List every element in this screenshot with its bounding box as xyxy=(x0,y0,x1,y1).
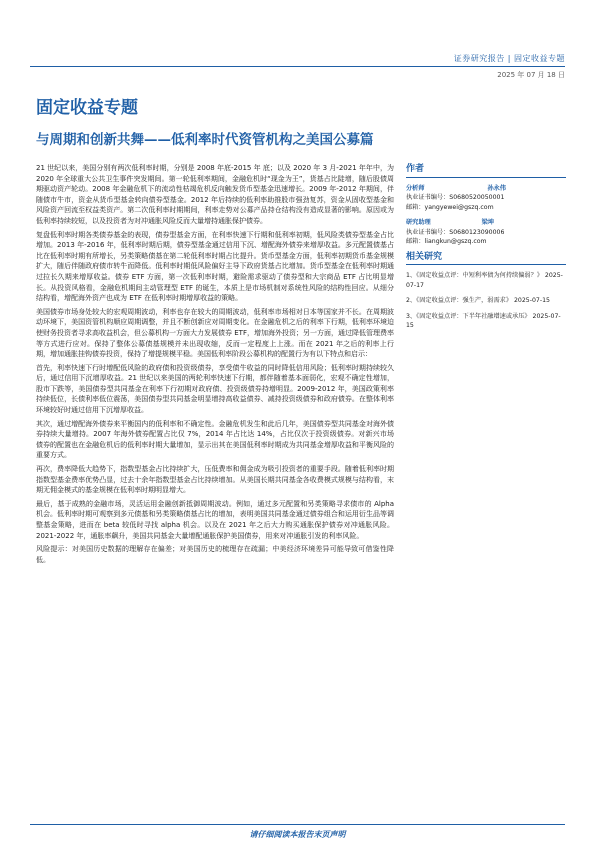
paragraph-1: 21 世纪以来，美国分别有两次低利率时期，分别是 2008 年底-2015 年 底；以及 2020 年 3 月-2021 年年中，为 2020 年全球重大公共卫生事件突发期间。第一轮低利率期间，金融危机时“现金为王”，货基占比陡增，随后股债周期驱动资产轮动。2008 年金融危机下的流动性枯竭危机反向触发货币型基金迅速增长。2009 年-2012 年期间，伴随债市牛市，资金从货币型基金转向债券型基金。2012 年后持续的低利率助推股市强劲复苏，资金从固收型基金和风险资产回流至权益类资产。第二次低利率时期期间，利率走势对公募产品持仓结构没有造成显著的影响。原因或为低利率持续较短，以及投资者为对冲通胀风险反而大量增持通胀保护债券。 xyxy=(36,164,394,225)
sidebar xyxy=(406,165,566,337)
related-report-1[interactable]: 1、《固定收益点评：中短利率债为何持续偏弱？》 2025-07-17 xyxy=(406,272,563,289)
analyst-1-cert: 执业证书编号：S0680520050001 xyxy=(406,194,505,201)
paragraph-5: 其次，通过增配海外债券来平衡国内的低利率和不确定性。金融危机发生和此后几年，美国债券型共同基金对海外债券持续大量增持。2007 年海外债券配置占比仅 7%，2014 年占比达 14%，占比仅次于投资级债券。对新兴市场债券的配置也在金融危机后的低利率时期大量增加，显示出其在美国低利率时期成为共同基金增厚收益和平衡风险的重要方式。 xyxy=(36,419,394,460)
paragraph-2: 复盘低利率时期各类债券基金的表现，债券型基金方面，在利率快速下行期和低利率初期，低风险类债券型基金占比增加。2013 年-2016 年，低利率时期后期，债券型基金通过信用下沉、增配海外债券来增厚收益。多元配置债基占比在低利率时期有所增长，另类策略债基在第二轮低利率时期占比提升。货币型基金方面，低利率初期货币基金规模扩大，随后伴随政府债市转牛而降低。低利率时期低风险偏好主导下政府货基占比增加。货币型基金在低利率时期通过拉长久期来增厚收益。债券 ETF 方面，第一次低利率时期，避险需求驱动了债券型和大宗商品 ETF 占比明显增长。从投资风格看，金融危机期间主动管理型 ETF 的诞生，本质上是市场机制对系统性风险的结构性回应。从细分结构看，增配海外资产也成为 ETF 在低利率时期增厚收益的策略。 xyxy=(36,230,394,303)
paragraph-4: 首先，利率快速下行时增配低风险的政府债和投资级债券，享受债牛收益的同时降低信用风险；低利率时期持续较久后，通过信用下沉增厚收益。21 世纪以来美国的两轮利率快速下行期，都伴随着基本面弱化，宏观不确定性增加，股市下跌等，美国债券型共同基金在利率下行初期对政府债、投资级债券持增明显。2009-2012 年，美国政策利率持续低位，长债利率低位震荡，美国债券型共同基金明显增持高收益债券、减持投资级债券和政府债券。在整体利率环境较好时通过信用下沉增厚收益。 xyxy=(36,363,394,415)
report-subtitle: 与周期和创新共舞——低利率时代资管机构之美国公募篇 xyxy=(36,132,374,148)
related-report-3[interactable]: 3、《固定收益点评：下半年社融增速或承压》 2025-07-15 xyxy=(406,312,561,329)
footer-disclaimer: 请仔细阅读本报告末页声明 xyxy=(249,830,346,839)
analyst-2 xyxy=(406,218,566,228)
authors-heading: 作者 xyxy=(406,165,566,178)
report-date: 2025 年 07 月 18 日 xyxy=(497,71,565,79)
analyst-2-name: 梁坤 xyxy=(481,219,494,226)
paragraph-3: 美国债券市场身处较大的宏观周期波动，利率也存在较大的周期波动，低利率市场相对日本等国家并不长。在周期波动环境下，美国资管机构顺应周期调整，并且不断创新应对周期变化。在金融危机之后的利率下行期，低利率环境迫使财务投资者寻求高收益机会，但公募机构一方面大力发展债券 ETF，增加海外投资；另一方面，通过降低管理费率等方式进行应对。保持了整体公募债基规模并未出现收缩，反而一定程度上上涨。而在 2021 年之后的利率上行期，增加通胀挂钩债券投资，保持了增提规模平稳。美国低利率阶段公募机构的配置行为有以下特点和启示： xyxy=(36,307,394,359)
report-body xyxy=(36,163,394,568)
header-rule xyxy=(30,66,565,67)
analyst-2-email[interactable]: 邮箱：liangkun@gszq.com xyxy=(406,238,487,245)
analyst-1 xyxy=(406,184,566,194)
analyst-1-role: 分析师 xyxy=(406,184,425,192)
report-title: 固定收益专题 xyxy=(36,98,138,118)
paragraph-7: 最后，基于成熟的金融市场，灵活运用金融创新抵御周期波动。例如，通过多元配置和另类策略寻求债市的 Alpha 机会。低利率时期可观察到多元债基和另类策略债基占比的增加，表明美国共同基金通过债券组合和运用衍生品等调整基金策略，进而在 beta 较低时寻找 alpha 机会。以及在 2021 年之后大力购买通胀保护债券对冲通胀风险。2021-2022 年，通胀率飙升，美国共同基金大量增配通胀保护美国债券，用来对冲通胀引发的利率风险。 xyxy=(36,499,394,540)
analyst-1-email[interactable]: 邮箱：yangyewei@gszq.com xyxy=(406,203,494,211)
analyst-2-cert: 执业证书编号：S0680123090006 xyxy=(406,228,505,236)
related-heading: 相关研究 xyxy=(406,253,566,266)
footer-rule xyxy=(30,824,565,825)
analyst-1-name: 孙永伟 xyxy=(487,184,506,192)
paragraph-6: 再次，费率降低大趋势下，指数型基金占比持续扩大，压低费率和佣金成为吸引投资者的重要手段。随着低利率时期指数型基金费率优势凸显，过去十余年指数型基金占比持续增加。从美国长期共同基金各收费模式规模与结构看，末期无佣金模式的基金规模在低利率时期明显增大。 xyxy=(36,465,394,495)
analyst-2-role: 研究助理 xyxy=(406,219,431,226)
risk-warning: 风险提示：对美国历史数据的理解存在偏差；对美国历史的梳理存在疏漏；中美经济环境差异可能导致可借鉴性降低。 xyxy=(36,545,394,564)
report-category: 证券研究报告 | 固定收益专题 xyxy=(453,54,565,63)
related-report-2[interactable]: 2、《固定收益点评：强生产，弱需求》 2025-07-15 xyxy=(406,297,550,304)
